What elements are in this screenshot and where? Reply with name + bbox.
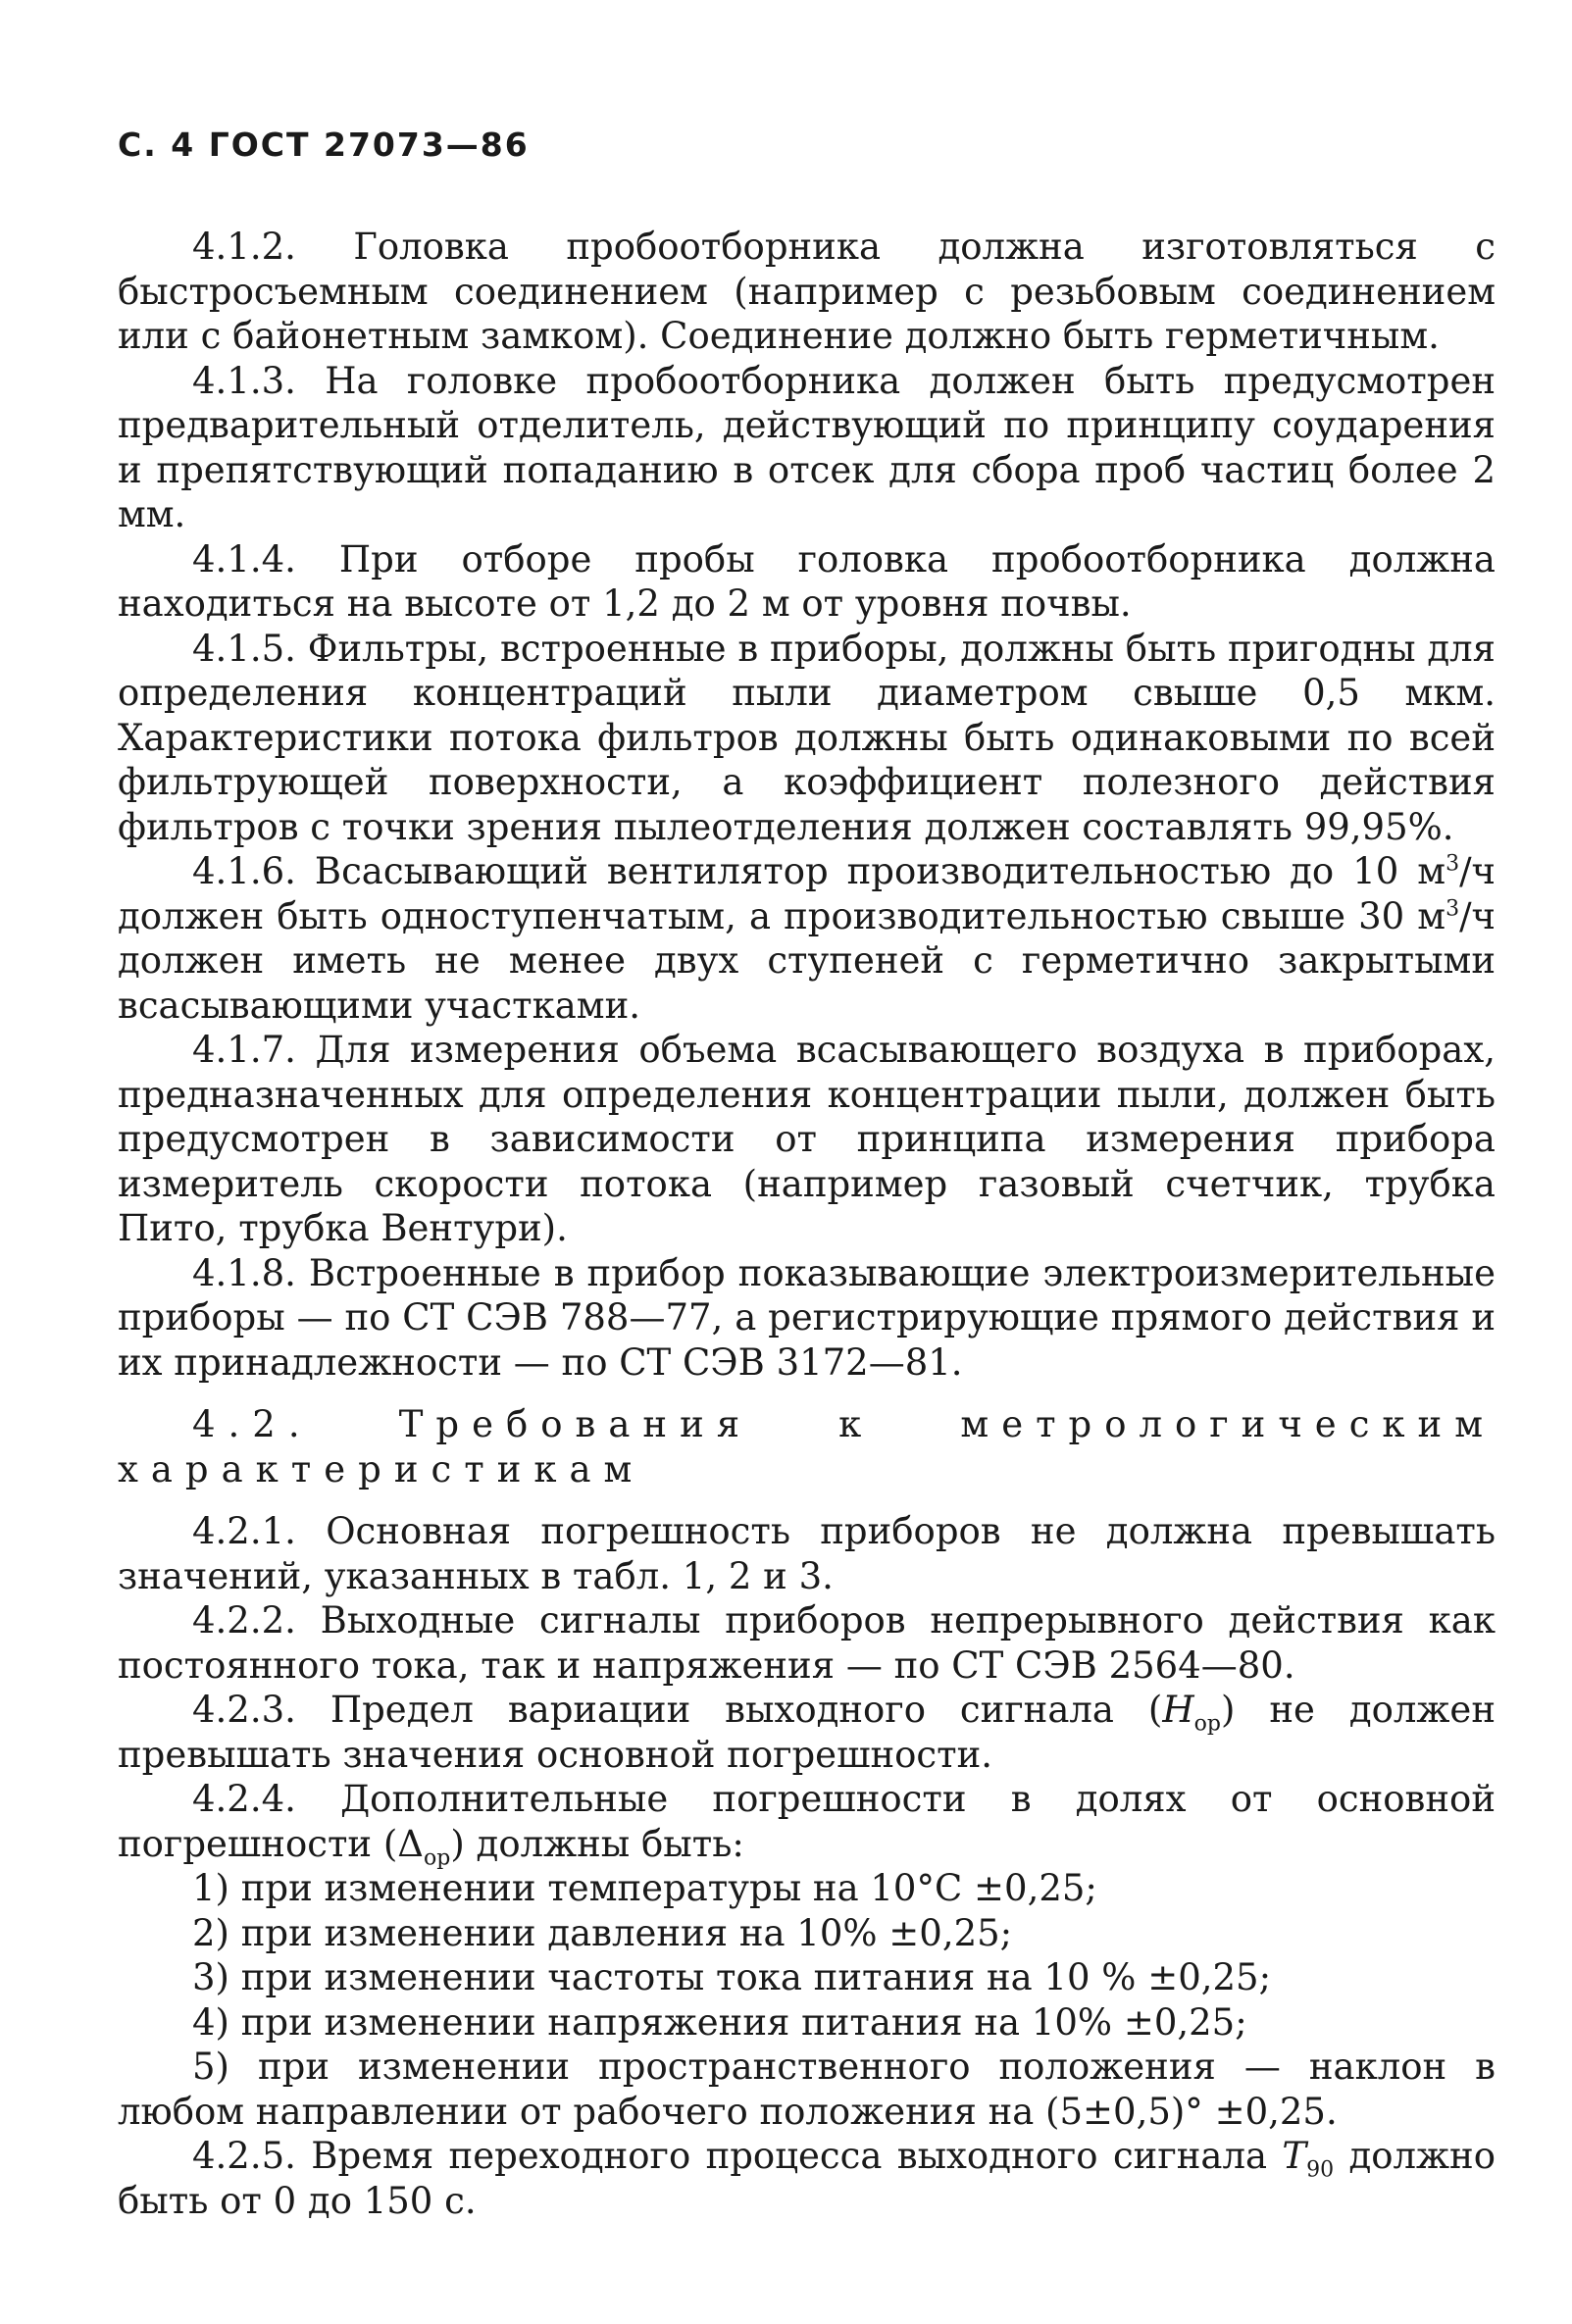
- paragraph-4-1-3: 4.1.3. На головке пробоотборника должен быть предусмотрен предварительный отделитель, действующий по принципу соударения и препятствующий попаданию в отсек для сбора проб частиц более 2 мм.: [118, 359, 1496, 535]
- p423-var: H: [1162, 1689, 1194, 1731]
- p424-text-b: ) должны быть:: [450, 1822, 744, 1865]
- paragraph-4-1-8: 4.1.8. Встроенные в прибор показывающие электроизмерительные приборы — по СТ СЭВ 788—77, а регистрирующие прямого действия и их принадлежности — по СТ СЭВ 3172—81.: [118, 1251, 1496, 1384]
- p425-text-a: 4.2.5. Время переходного процесса выходного сигнала: [192, 2135, 1283, 2177]
- list-item-1: 1) при изменении температуры на 10°С ±0,25;: [192, 1867, 1097, 1909]
- paragraph-4-2-5: [118, 2134, 1496, 2223]
- paragraph-4-2-4: [118, 1777, 1496, 1870]
- list-item-4: 4) при изменении напряжения питания на 10% ±0,25;: [192, 2000, 1247, 2044]
- p416-text-b: /ч должен быть одноступенчатым, а производительностью свыше 30 м: [118, 850, 1496, 937]
- p425-var: T: [1282, 2135, 1307, 2177]
- paragraph-4-2-2: 4.2.2. Выходные сигналы приборов непрерывного действия как постоянного тока, так и напряжения — по СТ СЭВ 2564—80.: [118, 1599, 1496, 1687]
- p423-text-a: 4.2.3. Предел вариации выходного сигнала (: [192, 1689, 1163, 1731]
- paragraph-4-1-5: 4.1.5. Фильтры, встроенные в приборы, должны быть пригодны для определения концентраций пыли диаметром свыше 0,5 мкм. Характеристики потока фильтров должны быть одинаковыми по всей фильтрующей поверхности, а коэффициент полезного действия фильтров с точки зрения пылеотделения должен составлять 99,95%.: [118, 627, 1496, 848]
- section-heading-4-2: 4.2. Требования к метрологическим характеристикам: [118, 1403, 1496, 1490]
- list-item-5: 5) при изменении пространственного положения — наклон в любом направлении от рабочего положения на (5±0,5)° ±0,25.: [118, 2046, 1496, 2133]
- list-item-2: 2) при изменении давления на 10% ±0,25;: [192, 1911, 1013, 1954]
- document-page: [118, 126, 1496, 2223]
- paragraph-4-1-7: 4.1.7. Для измерения объема всасывающего воздуха в приборах, предназначенных для определения концентрации пыли, должен быть предусмотрен в зависимости от принципа измерения прибора измеритель скорости потока (например газовый счетчик, трубка Пито, трубка Вентури).: [118, 1029, 1496, 1249]
- p423-sub: ор: [1193, 1711, 1221, 1737]
- p425-sub: 90: [1306, 2157, 1335, 2183]
- p425-text-b: должно быть от 0 до 150 с.: [118, 2135, 1496, 2222]
- paragraph-4-1-6: [118, 849, 1496, 1028]
- p423-text-b: ) не должен превышать значения основной погрешности.: [118, 1689, 1496, 1776]
- p416-sup-1: 3: [1445, 851, 1460, 877]
- p416-text-a: 4.1.6. Всасывающий вентилятор производительностью до 10 м: [192, 850, 1446, 892]
- p416-text-c: /ч должен иметь не менее двух ступеней с герметично закрытыми всасывающими участками.: [118, 894, 1496, 1027]
- list-item-3: 3) при изменении частоты тока питания на 10 % ±0,25;: [192, 1956, 1272, 1998]
- p416-sup-2: 3: [1445, 896, 1460, 922]
- page-header: С. 4 ГОСТ 27073—86: [118, 126, 530, 164]
- paragraph-4-2-1: 4.2.1. Основная погрешность приборов не должна превышать значений, указанных в табл. 1, 2 и 3.: [118, 1510, 1496, 1597]
- p424-sub: ор: [424, 1844, 451, 1870]
- paragraph-4-1-4: 4.1.4. При отборе пробы головка пробоотборника должна находиться на высоте от 1,2 до 2 м от уровня почвы.: [118, 537, 1496, 625]
- paragraph-4-1-2: 4.1.2. Головка пробоотборника должна изготовляться с быстросъемным соединением (например с резьбовым соединением или с байонетным замком). Соединение должно быть герметичным.: [118, 226, 1496, 357]
- p424-text-a: 4.2.4. Дополнительные погрешности в долях от основной погрешности (Δ: [118, 1778, 1496, 1865]
- paragraph-4-2-3: [118, 1688, 1496, 1777]
